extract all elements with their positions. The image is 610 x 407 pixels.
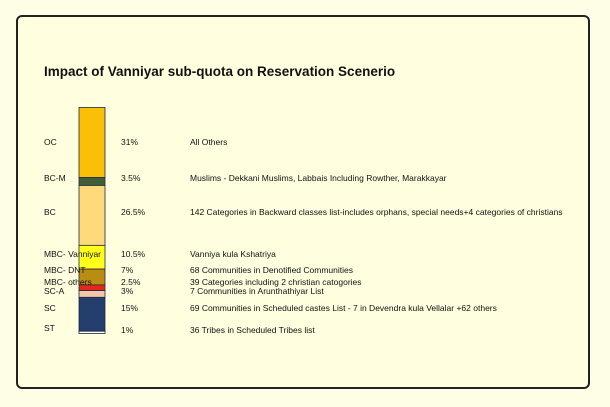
description-label-mbc-dnt: 68 Communities in Denotified Communities bbox=[190, 265, 353, 275]
chart-title: Impact of Vanniyar sub-quota on Reservation Scenerio bbox=[44, 64, 396, 79]
category-label-sc-a: SC-A bbox=[44, 286, 65, 296]
description-label-mbc-others: 39 Categories including 2 christian catogories bbox=[190, 277, 362, 287]
description-label-bc: 142 Categories in Backward classes list-includes orphans, special needs+4 categories of christians bbox=[190, 207, 563, 217]
bar-segment-oc bbox=[79, 108, 105, 178]
value-label-oc: 31% bbox=[121, 137, 139, 147]
category-label-mbc-others: MBC- others bbox=[44, 277, 92, 287]
value-label-st: 1% bbox=[121, 325, 134, 335]
description-label-mbc-vanniyar: Vanniya kula Kshatriya bbox=[190, 249, 276, 259]
bar-segment-sc-a bbox=[79, 291, 105, 298]
category-label-mbc-dnt: MBC- DNT bbox=[44, 265, 86, 275]
value-label-sc: 15% bbox=[121, 303, 139, 313]
category-label-sc: SC bbox=[44, 303, 56, 313]
value-label-mbc-dnt: 7% bbox=[121, 265, 134, 275]
description-label-bc-m: Muslims - Dekkani Muslims, Labbais Including Rowther, Marakkayar bbox=[190, 173, 447, 183]
value-label-mbc-vanniyar: 10.5% bbox=[121, 249, 146, 259]
description-label-sc-a: 7 Communities in Arunthathiyar List bbox=[190, 286, 324, 296]
bar-segment-st bbox=[79, 331, 105, 333]
value-label-bc: 26.5% bbox=[121, 207, 146, 217]
value-label-bc-m: 3.5% bbox=[121, 173, 141, 183]
category-label-bc-m: BC-M bbox=[44, 173, 66, 183]
category-label-st: ST bbox=[44, 323, 55, 333]
bar-segment-sc bbox=[79, 297, 105, 331]
category-label-oc: OC bbox=[44, 137, 57, 147]
bar-segment-bc bbox=[79, 185, 105, 245]
value-label-sc-a: 3% bbox=[121, 286, 134, 296]
value-label-mbc-others: 2.5% bbox=[121, 277, 141, 287]
bar-segment-bc-m bbox=[79, 178, 105, 186]
category-label-bc: BC bbox=[44, 207, 56, 217]
description-label-oc: All Others bbox=[190, 137, 228, 147]
category-label-mbc-vanniyar: MBC- Vanniyar bbox=[44, 249, 101, 259]
description-label-st: 36 Tribes in Scheduled Tribes list bbox=[190, 325, 315, 335]
description-label-sc: 69 Communities in Scheduled castes List - 7 in Devendra kula Vellalar +62 others bbox=[190, 303, 497, 313]
